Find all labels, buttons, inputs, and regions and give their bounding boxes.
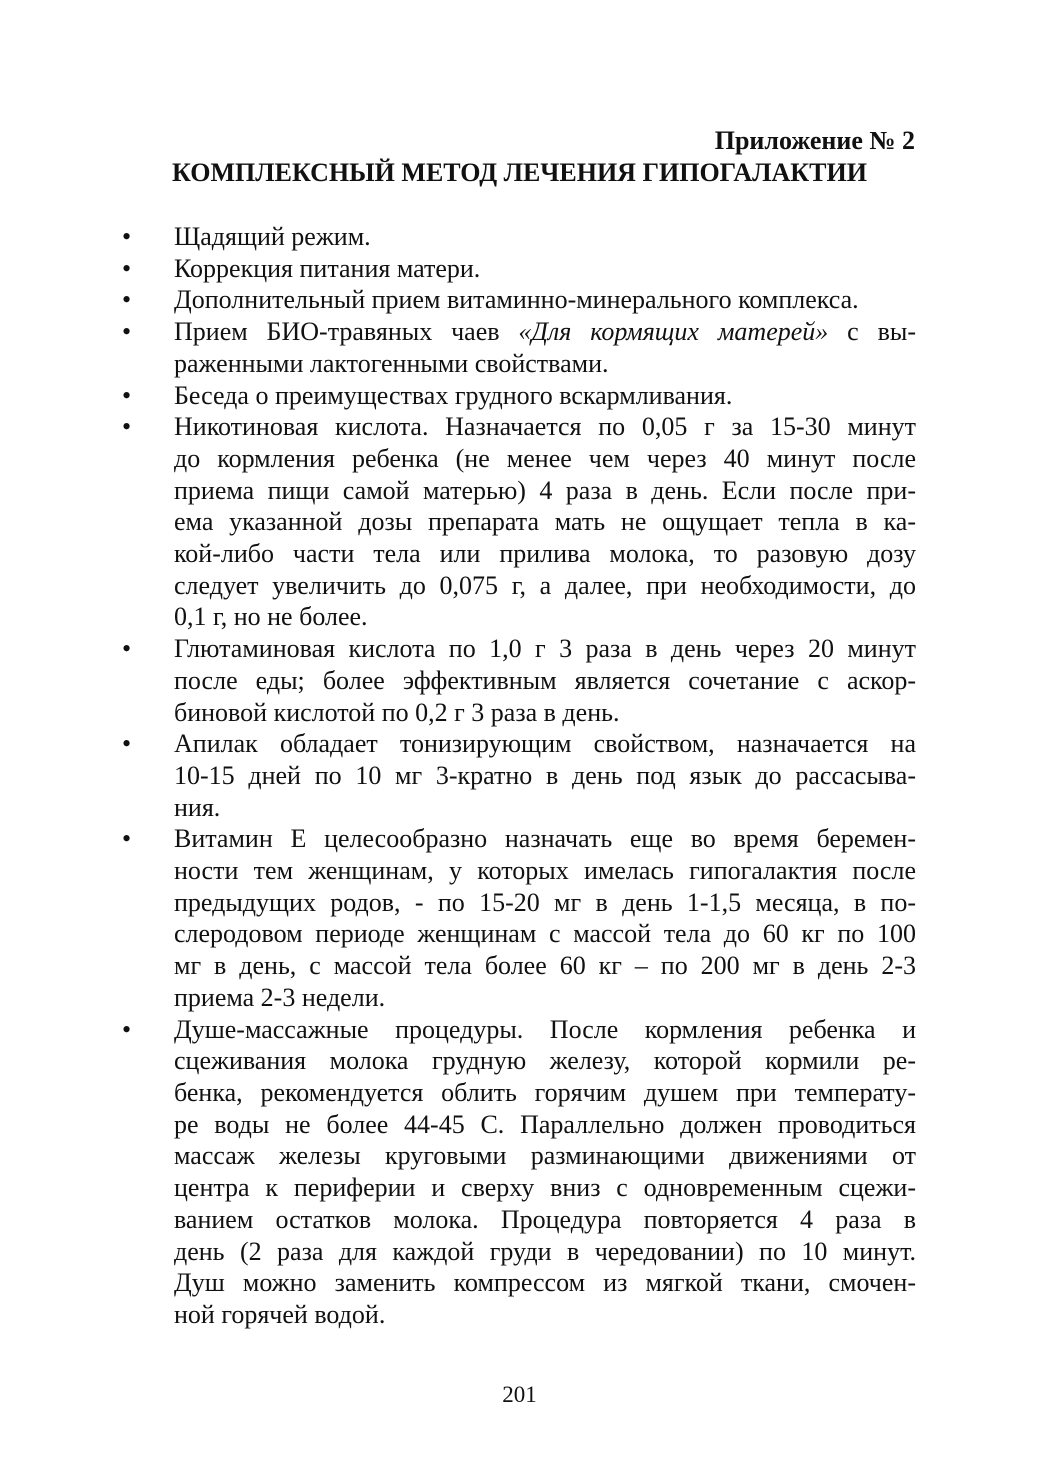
bullet-marker: • bbox=[122, 824, 132, 854]
list-item-line: следует увеличить до 0,075 г, а далее, при необходимости, до bbox=[174, 570, 916, 600]
list-item-line: ности тем женщинам, у которых имелась гипогалактия после bbox=[174, 856, 916, 886]
list-item-line: Коррекция питания матери. bbox=[174, 253, 481, 283]
list-item-line: ванием остатков молока. Процедура повторяется 4 раза в bbox=[174, 1204, 916, 1234]
list-item-line: Беседа о преимуществах грудного вскармливания. bbox=[174, 380, 733, 410]
list-item-line: 0,1 г, но не более. bbox=[174, 602, 368, 632]
list-item bbox=[122, 1014, 916, 1331]
list-item bbox=[122, 411, 916, 633]
bullet-marker: • bbox=[122, 222, 132, 251]
list-item-line: Апилак обладает тонизирующим свойством, назначается на bbox=[174, 729, 916, 759]
bullet-marker: • bbox=[122, 285, 132, 315]
page-number: 201 bbox=[502, 1382, 537, 1407]
bullet-marker: • bbox=[122, 634, 132, 664]
list-item bbox=[122, 633, 916, 728]
list-item-line: мг в день, с массой тела более 60 кг – по 200 мг в день 2-3 bbox=[174, 951, 916, 981]
list-item-line: слеродовом периоде женщинам с массой тела до 60 кг по 100 bbox=[174, 919, 916, 949]
list-item-italic-text: «Для кормящих матерей» bbox=[518, 317, 829, 347]
bullet-marker: • bbox=[122, 253, 132, 283]
bullet-marker: • bbox=[122, 729, 132, 759]
list-item-text: с вы- bbox=[828, 317, 916, 347]
list-item-line: приема 2-3 недели. bbox=[174, 982, 386, 1012]
list-item-line: бенка, рекомендуется облить горячим душем при температу- bbox=[174, 1077, 916, 1107]
list-item-line: приема пищи самой матерью) 4 раза в день. Если после при- bbox=[174, 475, 916, 505]
list-item-line: Витамин Е целесообразно назначать еще во время беремен- bbox=[174, 824, 916, 854]
treatment-list bbox=[122, 221, 916, 1331]
list-item-line: ния. bbox=[174, 792, 221, 822]
list-item-line: 10-15 дней по 10 мг 3-кратно в день под язык до рассасыва- bbox=[174, 760, 916, 790]
list-item-line: Душе-массажные процедуры. После кормления ребенка и bbox=[174, 1014, 916, 1044]
list-item-line: сцеживания молока грудную железу, которой кормили ре- bbox=[174, 1046, 916, 1076]
list-item-line: ре воды не более 44-45 С. Параллельно должен проводиться bbox=[174, 1109, 916, 1139]
bullet-marker: • bbox=[122, 412, 132, 442]
list-item-line: ема указанной дозы препарата мать не ощущает тепла в ка- bbox=[174, 507, 916, 537]
document-title: КОМПЛЕКСНЫЙ МЕТОД ЛЕЧЕНИЯ ГИПОГАЛАКТИИ bbox=[172, 158, 867, 187]
appendix-label: Приложение № 2 bbox=[714, 126, 915, 155]
list-item bbox=[122, 728, 916, 823]
list-item-line: после еды; более эффективным является сочетание с аскор- bbox=[174, 665, 916, 695]
bullet-marker: • bbox=[122, 380, 132, 410]
list-item bbox=[122, 284, 916, 316]
list-item bbox=[122, 316, 916, 379]
list-item bbox=[122, 380, 916, 412]
list-item bbox=[122, 221, 916, 253]
list-item-line: Щадящий режим. bbox=[174, 222, 371, 251]
list-item-line: Глютаминовая кислота по 1,0 г 3 раза в день через 20 минут bbox=[174, 634, 916, 664]
list-item-line: кой-либо части тела или прилива молока, то разовую дозу bbox=[174, 539, 916, 569]
bullet-marker: • bbox=[122, 317, 132, 347]
list-item-line: Душ можно заменить компрессом из мягкой ткани, смочен- bbox=[174, 1268, 916, 1298]
list-item-line: раженными лактогенными свойствами. bbox=[174, 348, 609, 378]
list-item-line: до кормления ребенка (не менее чем через 40 минут после bbox=[174, 443, 916, 473]
list-item-line: биновой кислотой по 0,2 г 3 раза в день. bbox=[174, 697, 620, 727]
list-item-line: массаж железы круговыми разминающими движениями от bbox=[174, 1141, 916, 1171]
list-item bbox=[122, 253, 916, 285]
list-item bbox=[122, 823, 916, 1013]
bullet-marker: • bbox=[122, 1014, 132, 1044]
list-item-line: день (2 раза для каждой груди в чередовании) по 10 минут. bbox=[174, 1236, 916, 1266]
list-item-line: Дополнительный прием витаминно-минерального комплекса. bbox=[174, 285, 859, 315]
list-item-line: центра к периферии и сверху вниз с одновременным сцежи- bbox=[174, 1173, 916, 1203]
list-item-line bbox=[174, 316, 916, 348]
list-item-text: Прием БИО-травяных чаев bbox=[174, 317, 519, 347]
list-item-line: предыдущих родов, - по 15-20 мг в день 1-1,5 месяца, в по- bbox=[174, 887, 916, 917]
list-item-line: Никотиновая кислота. Назначается по 0,05 г за 15-30 минут bbox=[174, 412, 916, 442]
list-item-line: ной горячей водой. bbox=[174, 1299, 386, 1329]
